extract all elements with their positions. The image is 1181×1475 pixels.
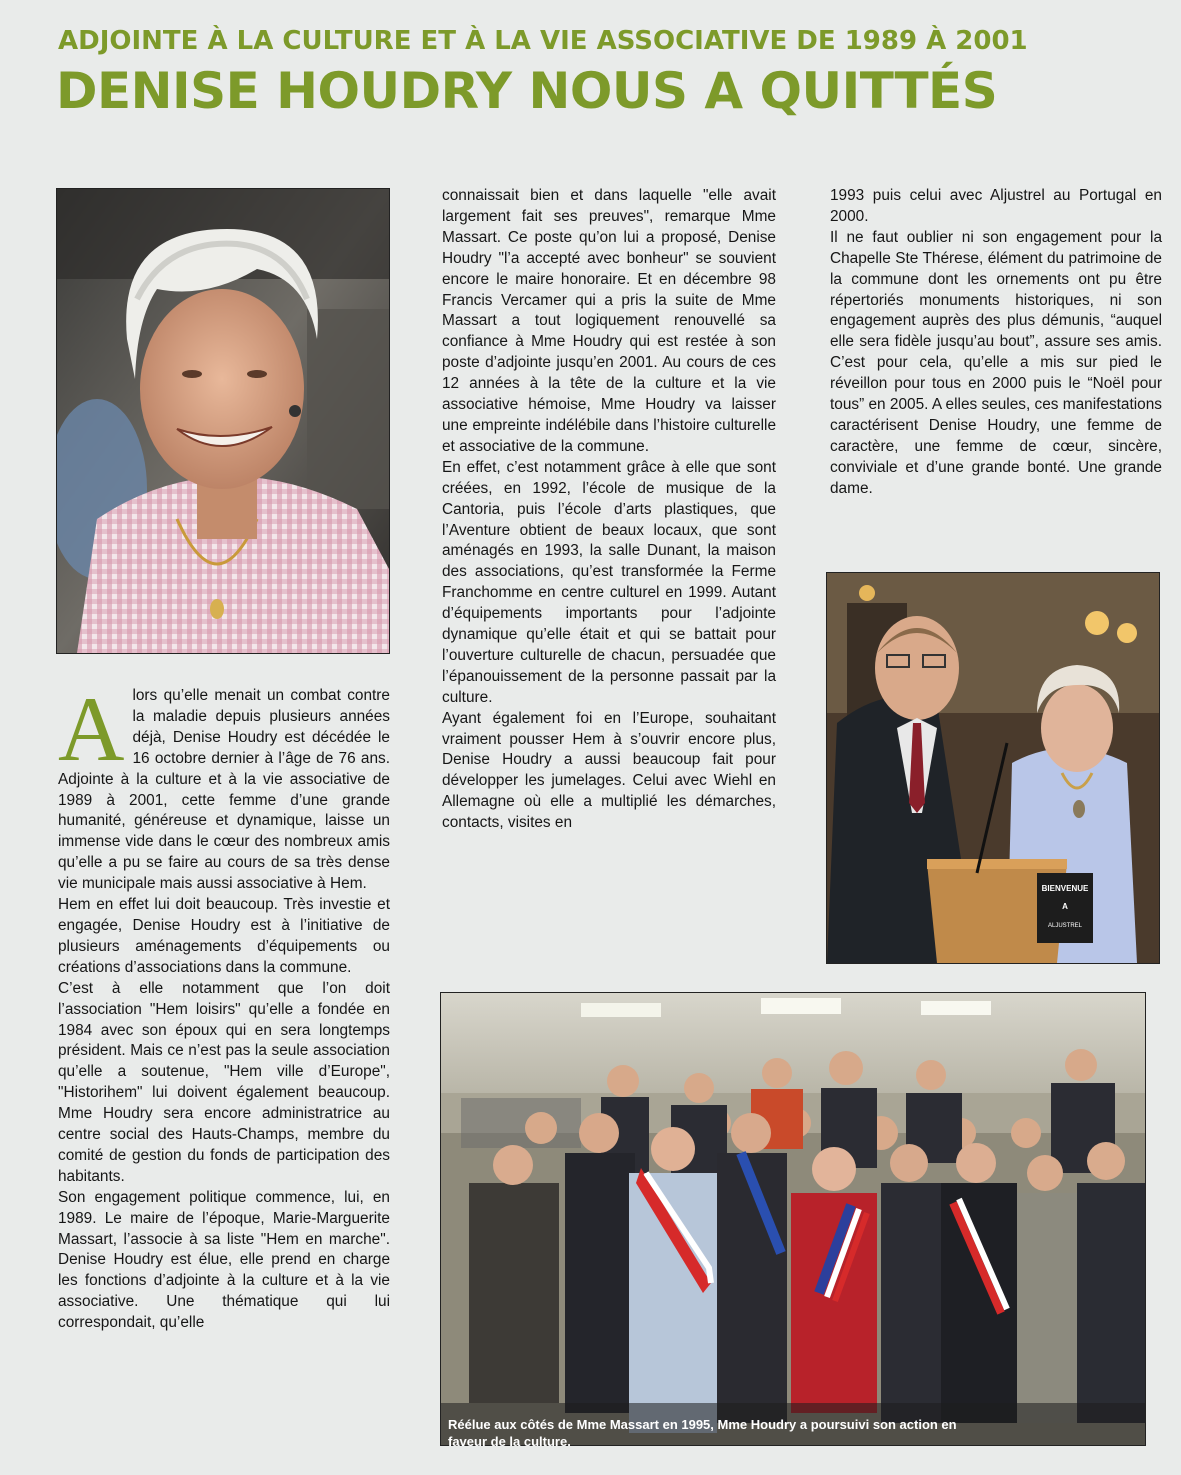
paragraph: 1993 puis celui avec Aljustrel au Portugal en 2000. (830, 187, 1162, 225)
article-column-3 (830, 186, 1162, 500)
lectern-sign-line: A (1062, 902, 1068, 911)
headline: DENISE HOUDRY NOUS A QUITTÉS (56, 62, 998, 120)
paragraph: Hem en effet lui doit beaucoup. Très investie et engagée, Denise Houdry est à l’initiative de plusieurs aménagements d’équipements ou créations d’associations dans la commune. (58, 896, 390, 976)
lectern-sign-line: BIENVENUE (1041, 884, 1089, 893)
article-column-2 (442, 186, 776, 834)
paragraph: Il ne faut oublier ni son engagement pour la Chapelle Ste Thérese, élément du patrimoine de la commune dont les ornements ont pu être répertoriés monuments historiques, ni son engagement auprès des plus démunis, “auquel elle sera fidèle jusqu’au bout”, assure ses amis. C’est pour cela, qu’elle a mis sur pied le réveillon pour tous en 2000 puis le “Noël pour tous” en 2005. A elles seules, ces manifestations caractérisent Denise Houdry, une femme de caractère, une femme de cœur, sincère, conviviale et d’une grande bonté. Une grande dame. (830, 228, 1162, 497)
lectern-sign-line: ALJUSTREL (1047, 923, 1083, 929)
paragraph: Ayant également foi en l’Europe, souhaitant vraiment pousser Hem à s’ouvrir encore plus, Denise Houdry a aussi beaucoup fait pour développer les jumelages. Celui avec Wiehl en Allemagne où elle a multiplié les démarches, contacts, visites en (442, 709, 776, 832)
portrait-photo (56, 188, 390, 654)
drop-cap: A (58, 678, 125, 780)
kicker-title: ADJOINTE À LA CULTURE ET À LA VIE ASSOCIATIVE DE 1989 À 2001 (58, 26, 1028, 56)
group-photo (440, 992, 1146, 1446)
paragraph: C’est à elle notamment que l’on doit l’association "Hem loisirs" qu’elle a fondée en 1984 avec son époux qui en sera longtemps président. Mais ce n’est pas la seule association qu’elle a soutenue, "Hem ville d’Europe", "Historihem" lui doivent également beaucoup. Mme Houdry sera encore administratrice au centre social des Hauts-Champs, membre du comité de gestion du fonds de participation des habitants. (58, 979, 390, 1185)
paragraph: connaissait bien et dans laquelle "elle avait largement fait ses preuves", remarque Mme Massart. Ce poste qu’on lui a proposé, Denise Houdry "l’a accepté avec bonheur" se souvient encore le maire honoraire. Et en décembre 98 Francis Vercamer qui a pris la suite de Mme Massart a tout logiquement renouvellé sa confiance à Mme Houdry qui est restée à son poste d’adjointe jusqu’en 2001. Au cours de ces 12 années à la tête de la culture et la vie associative hémoise, Mme Houdry va laisser une empreinte indélébile dans l’histoire culturelle et associative de la commune. (442, 187, 776, 455)
group-photo-caption: Réélue aux côtés de Mme Massart en 1995, Mme Houdry a poursuivi son action en faveur de la culture. (448, 1417, 957, 1449)
paragraph: Alors qu’elle menait un combat contre la maladie depuis plusieurs années déjà, Denise Houdry est décédée le 16 octobre dernier à l’âge de 76 ans. Adjointe à la culture et à la vie associative de 1989 à 2001, cette femme d’une grande humanité, généreuse et dynamique, laisse un immense vide dans le cœur des nombreux amis qu’elle a pu se faire au cours de sa très dense vie municipale mais aussi associative à Hem. (58, 678, 390, 893)
lectern-photo (826, 572, 1160, 964)
paragraph: En effet, c’est notamment grâce à elle que sont créées, en 1992, l’école de musique de la Cantoria, puis l’école d’arts plastiques, que l’Aventure obtient de beaux locaux, que sont aménagés en 1993, la salle Dunant, la maison des associations, qu’est transformée la Ferme Franchomme en centre culturel en 1999. Autant d’équipements importants pour l’adjointe dynamique qu’elle était et qui se battait pour l’ouverture culturelle de chacun, persuadée que l’épanouissement de la personne passait par la culture. (442, 458, 776, 706)
paragraph: Son engagement politique commence, lui, en 1989. Le maire de l’époque, Marie-Marguerite Massart, l’associe à sa liste "Hem en marche". Denise Houdry est élue, elle prend en charge les fonctions d’adjointe à la culture et à la vie associative. Une thématique qui lui correspondait, qu’elle (58, 1188, 390, 1332)
article-column-1 (58, 678, 390, 1334)
